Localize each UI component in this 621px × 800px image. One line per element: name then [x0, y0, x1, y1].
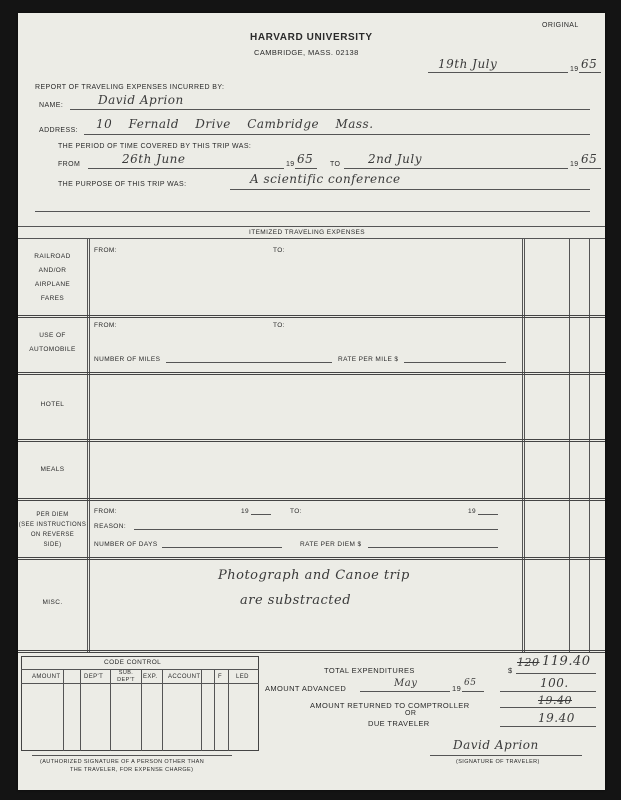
expense-form-page: ORIGINAL HARVARD UNIVERSITY CAMBRIDGE, MASS. 02138 19th July 19 65 REPORT OF TRAVELING EXPENSES INCURRED BY: NAME: David Aprion ADDRESS: 10 Fernald Drive Cambridge Mass. THE PERIOD OF TIME COVERED BY THIS TRIP WAS: FROM 26th June 19 65 TO 2nd July 19 65 THE PURPOSE OF THIS TRIP WAS: A scientific conference ITEMIZED TRAVELING EXPENSES RAILROAD AND/OR AIRPLANE FARES FROM: TO: USE OF AUTOMOBILE FROM: TO: NUMBER OF MILES RATE PER MILE $ HOTEL MEALS PER DIEM (SEE INSTRUCTIONS ON REVERSE SIDE) FROM: 19 TO: 19 REASON: NUMBER OF DAYS RATE PER DIEM $ MISC. Photograph and Canoe trip are substracted CODE CONTROL AMOUNT DEP'T SUB. DEP'T EXP. ACCOUNT F LED TOTAL EXPENDITURES $ 120 119.40 AMOUNT ADVANCED May 19 65 100. AMOUNT RETURNED TO COMPTROLLER OR DUE TRAVELER 19.40 19.40 (AUTHORIZED SIGNATURE OF A PERSON OTHER THAN THE TRAVELER, FOR EXPENSE CHARGE) David Aprion (SIGNATURE OF TRAVELER): [18, 13, 605, 790]
misc-label: MISC.: [42, 599, 63, 606]
due-traveler-value: 19.40: [538, 711, 575, 725]
report-date: 19th July: [438, 57, 498, 71]
total-expenditures-label: TOTAL EXPENDITURES: [324, 666, 415, 675]
misc-note-line2: are substracted: [240, 593, 352, 608]
code-control-table: [21, 656, 259, 751]
amount-returned-label: AMOUNT RETURNED TO COMPTROLLER: [310, 701, 470, 710]
misc-note-line1: Photograph and Canoe trip: [218, 568, 410, 583]
university-address: CAMBRIDGE, MASS. 02138: [254, 48, 359, 57]
itemized-heading: ITEMIZED TRAVELING EXPENSES: [249, 229, 366, 236]
report-heading: REPORT OF TRAVELING EXPENSES INCURRED BY:: [35, 84, 225, 91]
railroad-label: RAILROAD AND/OR AIRPLANE FARES: [34, 253, 71, 302]
per-diem-label: PER DIEM (SEE INSTRUCTIONS ON REVERSE SIDE): [18, 512, 87, 548]
returned-struck-value: 19.40: [538, 694, 572, 707]
address-value: 10 Fernald Drive Cambridge Mass.: [96, 117, 374, 131]
from-date-value: 26th June: [122, 152, 186, 166]
hotel-label: HOTEL: [40, 401, 65, 408]
traveler-signature: David Aprion: [453, 738, 539, 752]
meals-label: MEALS: [40, 466, 65, 473]
address-label: ADDRESS:: [39, 127, 78, 134]
due-traveler-label: DUE TRAVELER: [368, 719, 430, 728]
purpose-label: THE PURPOSE OF THIS TRIP WAS:: [58, 181, 187, 188]
code-control-heading: CODE CONTROL: [104, 659, 162, 666]
total-struck-value: 120: [517, 656, 540, 669]
amount-advanced-value: 100.: [540, 676, 569, 690]
university-title: HARVARD UNIVERSITY: [250, 32, 373, 43]
to-date-value: 2nd July: [368, 152, 423, 166]
total-expenditures-value: 119.40: [542, 654, 591, 669]
name-label: NAME:: [39, 102, 64, 109]
purpose-value: A scientific conference: [250, 172, 401, 186]
period-heading: THE PERIOD OF TIME COVERED BY THIS TRIP WAS:: [58, 143, 252, 150]
name-value: David Aprion: [98, 93, 184, 107]
amount-advanced-label: AMOUNT ADVANCED: [265, 684, 347, 693]
automobile-label: USE OF AUTOMOBILE: [29, 332, 76, 353]
original-stamp: ORIGINAL: [542, 22, 579, 29]
